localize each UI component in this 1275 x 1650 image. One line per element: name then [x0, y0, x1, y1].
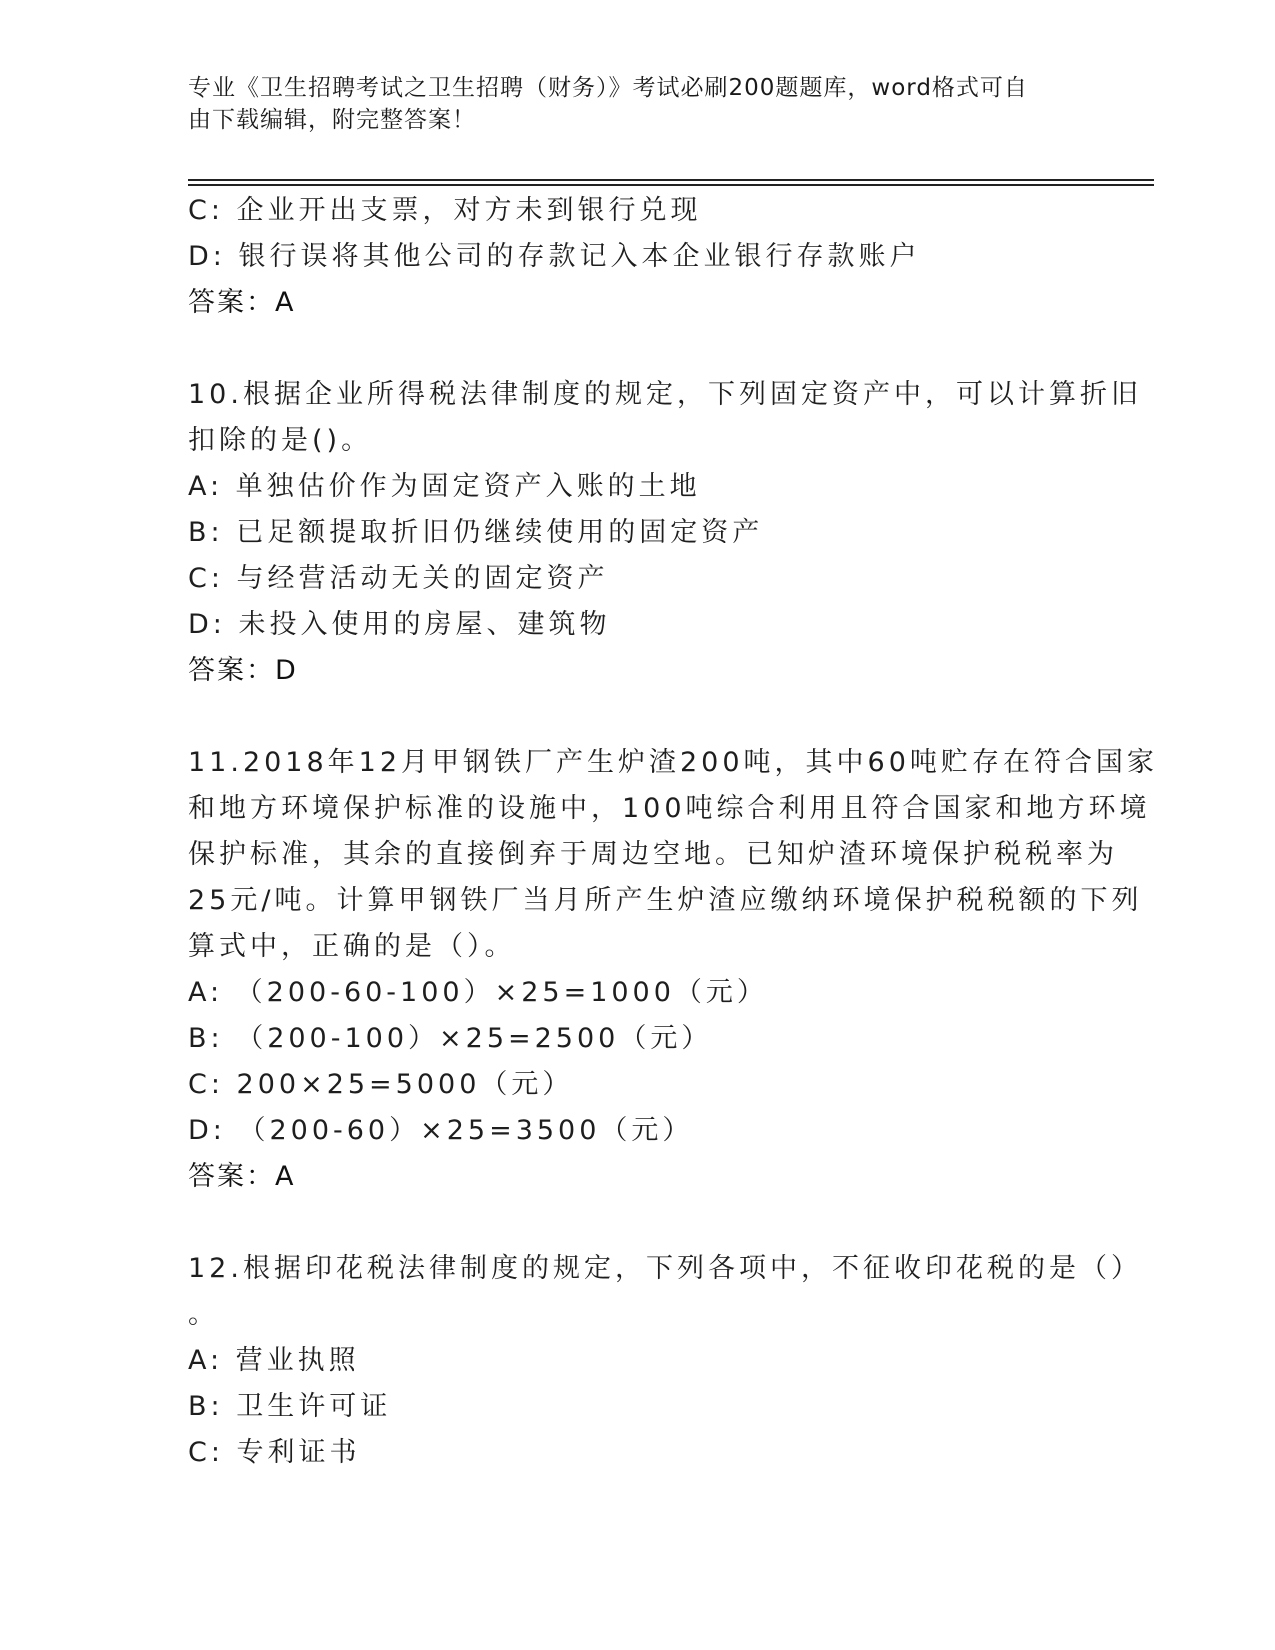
question-text-line: 扣除的是()。 — [188, 425, 373, 456]
question-text-line: 10.根据企业所得税法律制度的规定，下列固定资产中，可以计算折旧 — [188, 379, 1142, 410]
question-text-line: 12.根据印花税法律制度的规定，下列各项中，不征收印花税的是（） — [188, 1253, 1142, 1284]
option-b: B: 已足额提取折旧仍继续使用的固定资产 — [188, 517, 764, 548]
option-c: C: 企业开出支票，对方未到银行兑现 — [188, 195, 702, 226]
question-text-line: 算式中，正确的是（）。 — [188, 931, 516, 962]
question-text-line: 和地方环境保护标准的设施中，100吨综合利用且符合国家和地方环境 — [188, 793, 1151, 824]
header-divider-bottom — [188, 184, 1154, 186]
option-b: B: 卫生许可证 — [188, 1391, 392, 1422]
question-text-line: 。 — [188, 1299, 219, 1330]
spacer — [188, 694, 1088, 740]
option-d: D: （200-60）×25=3500（元） — [188, 1115, 694, 1146]
header-line-2: 由下载编辑，附完整答案！ — [188, 107, 476, 133]
option-a: A: （200-60-100）×25=1000（元） — [188, 977, 768, 1008]
option-d: D: 未投入使用的房屋、建筑物 — [188, 609, 611, 640]
spacer — [188, 1200, 1088, 1246]
option-d: D: 银行误将其他公司的存款记入本企业银行存款账户 — [188, 241, 921, 272]
spacer — [188, 326, 1088, 372]
answer-label: 答案：D — [188, 655, 298, 686]
header-divider-top — [188, 179, 1154, 181]
option-b: B: （200-100）×25=2500（元） — [188, 1023, 713, 1054]
header-line-1: 专业《卫生招聘考试之卫生招聘（财务）》考试必刷200题题库，word格式可自 — [188, 75, 1028, 101]
question-text-line: 11.2018年12月甲钢铁厂产生炉渣200吨，其中60吨贮存在符合国家 — [188, 747, 1158, 778]
document-header — [188, 72, 1068, 136]
option-a: A: 单独估价作为固定资产入账的土地 — [188, 471, 701, 502]
option-c: C: 专利证书 — [188, 1437, 361, 1468]
option-c: C: 与经营活动无关的固定资产 — [188, 563, 609, 594]
question-text-line: 25元/吨。计算甲钢铁厂当月所产生炉渣应缴纳环境保护税税额的下列 — [188, 885, 1143, 916]
option-a: A: 营业执照 — [188, 1345, 360, 1376]
answer-label: 答案：A — [188, 287, 296, 318]
answer-label: 答案：A — [188, 1161, 296, 1192]
question-11 — [188, 740, 1158, 1200]
question-9-tail — [188, 188, 1088, 326]
question-text-line: 保护标准，其余的直接倒弃于周边空地。已知炉渣环境保护税税率为 — [188, 839, 1118, 870]
question-12 — [188, 1246, 1142, 1476]
question-list — [188, 188, 1158, 1476]
option-c: C: 200×25=5000（元） — [188, 1069, 574, 1100]
question-10 — [188, 372, 1142, 694]
